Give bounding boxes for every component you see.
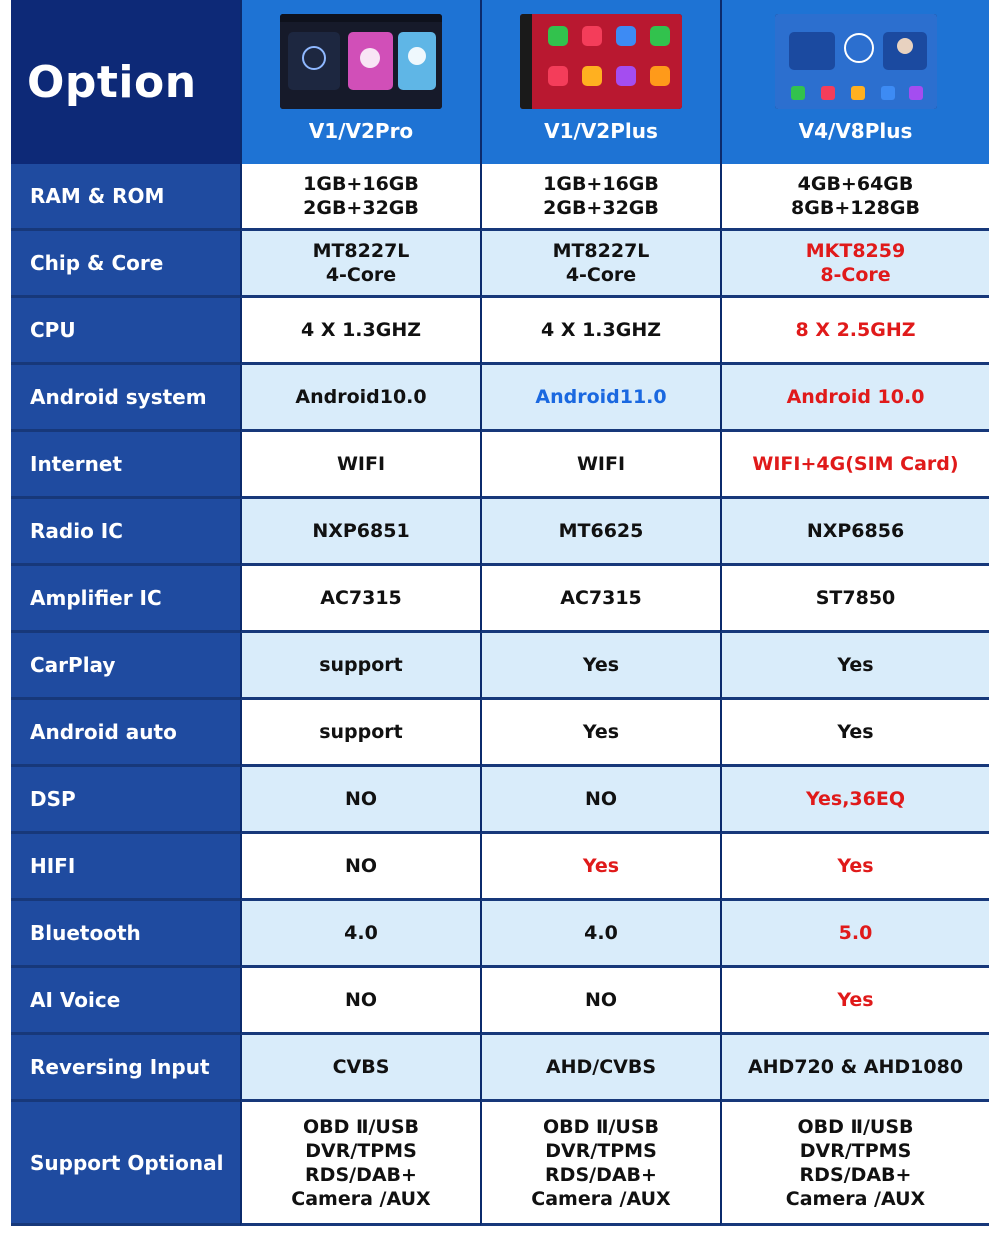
value-line: 1GB+16GB [303,173,419,195]
value-line: 4GB+64GB [797,173,914,195]
value-line: DVR/TPMS [305,1139,417,1162]
value-cell [720,633,989,700]
row-label [11,432,240,499]
row-label-text: Support Optional [30,1150,224,1175]
value-cell [720,834,989,901]
value-line: NXP6851 [312,520,410,542]
row-label [11,700,240,767]
value-cell [720,767,989,834]
value-line: DVR/TPMS [545,1139,657,1162]
value-line: ST7850 [815,587,896,609]
value-cell [240,566,480,633]
value-line: WIFI [576,453,626,475]
row-label-text: Amplifier IC [30,586,162,610]
value-line: MT8227L [552,240,650,262]
value-line: OBD Ⅱ/USB [542,1115,660,1138]
value-line: Camera /AUX [785,1187,926,1210]
row-label-text: Radio IC [30,519,123,543]
value-line: RDS/DAB+ [799,1163,912,1186]
value-line: 4-Core [565,264,637,286]
row-label [11,231,240,298]
value-cell [480,968,720,1035]
value-cell [720,700,989,767]
value-line: Yes,36EQ [806,788,905,810]
value-line: NO [584,788,618,810]
value-cell [720,432,989,499]
value-cell [240,499,480,566]
value-cell [720,164,989,231]
value-line: WIFI+4G(SIM Card) [752,453,959,475]
value-cell [480,566,720,633]
value-cell [240,1035,480,1102]
row-label [11,834,240,901]
value-line: MKT8259 [805,240,906,262]
value-line: support [319,654,403,676]
value-line: Yes [837,855,874,877]
row-label [11,901,240,968]
value-cell [480,1035,720,1102]
value-cell [480,365,720,432]
value-line: CVBS [332,1056,390,1078]
row-label-text: Bluetooth [30,921,141,945]
value-cell [240,432,480,499]
value-cell [720,298,989,365]
value-line: Android11.0 [535,386,667,408]
value-line: Yes [582,855,620,877]
row-label-text: DSP [30,787,76,811]
value-cell [720,968,989,1035]
value-cell [720,566,989,633]
value-cell [240,298,480,365]
value-cell [720,1035,989,1102]
value-line: WIFI [336,453,386,475]
value-line: NO [344,989,378,1011]
value-cell [480,231,720,298]
value-line: 4 X 1.3GHZ [300,319,422,341]
comparison-table [11,0,989,1226]
value-line: NO [584,989,618,1011]
value-line: 8 X 2.5GHZ [795,319,916,341]
value-cell [240,231,480,298]
product-name-1: V1/V2Pro [308,119,414,143]
value-line: Camera /AUX [531,1187,671,1210]
value-line: Android10.0 [295,386,427,408]
row-label-text: RAM & ROM [30,184,165,208]
row-label [11,633,240,700]
value-cell [240,633,480,700]
row-label-text: HIFI [30,854,76,878]
value-cell [240,834,480,901]
value-line: Yes [837,721,874,743]
value-cell [480,700,720,767]
row-label [11,164,240,231]
value-line: Yes [582,721,620,743]
value-line: Yes [837,989,874,1011]
value-line: OBD Ⅱ/USB [302,1115,420,1138]
value-cell [240,700,480,767]
row-label-text: Internet [30,452,123,476]
value-line: 4.0 [584,922,618,944]
value-cell [240,901,480,968]
value-line: AC7315 [560,587,642,609]
value-cell [480,164,720,231]
value-line: Yes [837,654,874,676]
value-line: 5.0 [838,922,873,944]
value-cell [480,432,720,499]
product-name-3: V4/V8Plus [798,119,913,143]
option-title: Option [27,56,197,108]
row-label [11,1102,240,1226]
value-line: 4.0 [344,922,378,944]
row-label-text: Android system [30,385,207,409]
row-label-text: CarPlay [30,653,116,677]
row-label [11,767,240,834]
value-line: MT8227L [312,240,410,262]
value-line: AHD720 & AHD1080 [747,1056,964,1078]
value-line: RDS/DAB+ [545,1163,657,1186]
value-cell [480,499,720,566]
value-cell [480,901,720,968]
value-line: 2GB+32GB [543,197,659,219]
value-line: 8GB+128GB [791,197,920,219]
row-label-text: Android auto [30,720,177,744]
row-label [11,365,240,432]
value-line: NO [344,855,378,877]
product-header-1 [240,0,480,164]
value-line: NXP6856 [806,520,905,542]
row-label-text: CPU [30,318,76,342]
value-cell [480,767,720,834]
product-name-2: V1/V2Plus [544,119,658,143]
value-line: OBD Ⅱ/USB [797,1115,914,1138]
value-line: 4 X 1.3GHZ [540,319,662,341]
row-label [11,968,240,1035]
row-label-text: AI Voice [30,988,121,1012]
value-cell [480,633,720,700]
value-line: DVR/TPMS [799,1139,912,1162]
value-cell [480,298,720,365]
product-screen-image-3 [775,14,937,109]
row-label [11,499,240,566]
value-line: 1GB+16GB [543,173,659,195]
value-line: Android 10.0 [786,386,925,408]
row-label-text: Reversing Input [30,1055,210,1079]
value-line: 8-Core [820,264,891,286]
value-line: AC7315 [320,587,402,609]
row-label [11,566,240,633]
value-line: RDS/DAB+ [305,1163,417,1186]
row-label [11,1035,240,1102]
product-header-2 [480,0,720,164]
value-cell [720,231,989,298]
product-header-3 [720,0,989,164]
value-line: 2GB+32GB [303,197,419,219]
value-cell [720,365,989,432]
value-line: AHD/CVBS [545,1056,657,1078]
product-screen-image-1 [280,14,442,109]
value-cell [720,901,989,968]
value-cell [240,1102,480,1226]
option-header [11,0,240,164]
value-cell [240,968,480,1035]
value-line: 4-Core [325,264,397,286]
value-line: Yes [582,654,620,676]
value-line: support [319,721,403,743]
value-cell [720,1102,989,1226]
value-cell [480,1102,720,1226]
value-cell [240,365,480,432]
value-cell [720,499,989,566]
value-cell [240,164,480,231]
value-cell [480,834,720,901]
product-screen-image-2 [520,14,682,109]
value-line: MT6625 [558,520,644,542]
row-label [11,298,240,365]
value-cell [240,767,480,834]
value-line: Camera /AUX [291,1187,431,1210]
value-line: NO [344,788,378,810]
row-label-text: Chip & Core [30,251,164,275]
